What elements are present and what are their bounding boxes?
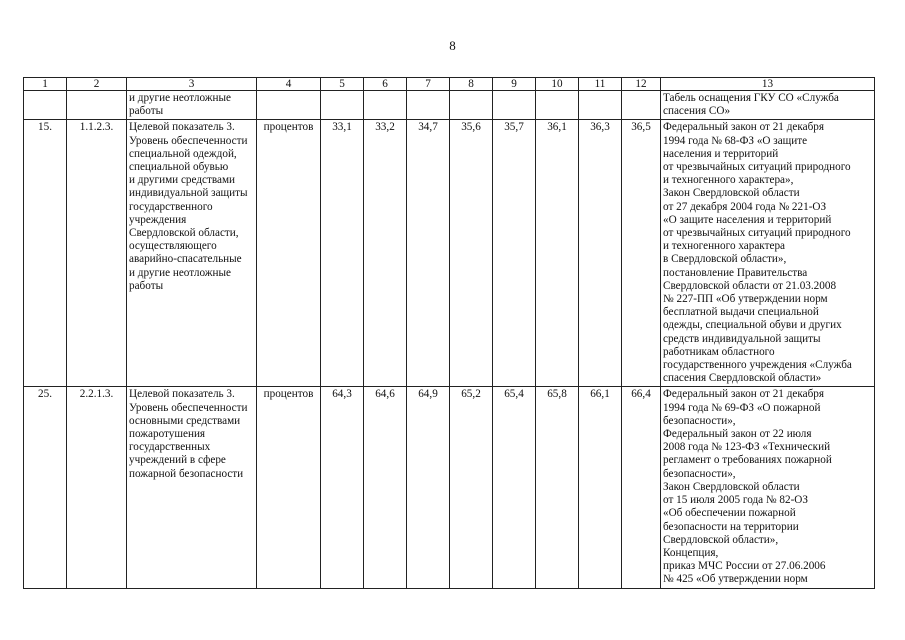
value-cell [364, 91, 407, 120]
table-row [24, 91, 875, 120]
legal-basis: Федеральный закон от 21 декабря 1994 года № 69-ФЗ «О пожарной безопасности», Федеральный закон от 22 июля 2008 года № 123-ФЗ «Технический регламент о требованиях пожарной безопасности», Закон Свердловской области от 15 июля 2005 года № 82-ОЗ «Об обеспечении пожарной безопасности на территории Свердловской области», Концепция, приказ МЧС России от 27.06.2006 № 425 «Об утверждении норм [661, 387, 875, 588]
page-number: 8 [449, 38, 456, 53]
value-cell: 66,1 [579, 387, 622, 588]
column-header: 13 [661, 78, 875, 91]
value-cell: 33,1 [321, 120, 364, 387]
value-cell: 35,6 [450, 120, 493, 387]
value-cell [407, 91, 450, 120]
row-number: 15. [24, 120, 67, 387]
value-cell: 66,4 [622, 387, 661, 588]
column-header: 11 [579, 78, 622, 91]
value-cell: 64,3 [321, 387, 364, 588]
value-cell: 36,3 [579, 120, 622, 387]
column-header: 2 [67, 78, 127, 91]
value-cell [493, 91, 536, 120]
column-header: 7 [407, 78, 450, 91]
column-header: 9 [493, 78, 536, 91]
value-cell: 35,7 [493, 120, 536, 387]
table-row [24, 387, 875, 588]
value-cell: 65,8 [536, 387, 579, 588]
column-header: 1 [24, 78, 67, 91]
indicator-name: Целевой показатель 3. Уровень обеспеченности специальной одеждой, специальной обувью и другими средствами индивидуальной защиты государственного учреждения Свердловской области, осуществляющего аварийно-спасательные и другие неотложные работы [127, 120, 257, 387]
value-cell [450, 91, 493, 120]
value-cell: 64,6 [364, 387, 407, 588]
value-cell: 36,5 [622, 120, 661, 387]
indicator-name: и другие неотложные работы [127, 91, 257, 120]
column-header: 5 [321, 78, 364, 91]
value-cell: 64,9 [407, 387, 450, 588]
value-cell [579, 91, 622, 120]
column-header: 8 [450, 78, 493, 91]
unit: процентов [257, 387, 321, 588]
row-number [24, 91, 67, 120]
row-code: 2.2.1.3. [67, 387, 127, 588]
row-code: 1.1.2.3. [67, 120, 127, 387]
row-code [67, 91, 127, 120]
table-row [24, 120, 875, 387]
column-header: 6 [364, 78, 407, 91]
value-cell: 65,2 [450, 387, 493, 588]
column-header: 12 [622, 78, 661, 91]
value-cell: 34,7 [407, 120, 450, 387]
value-cell: 33,2 [364, 120, 407, 387]
column-header: 4 [257, 78, 321, 91]
column-header: 10 [536, 78, 579, 91]
unit: процентов [257, 120, 321, 387]
row-number: 25. [24, 387, 67, 588]
table-header-row [24, 78, 875, 91]
indicator-name: Целевой показатель 3. Уровень обеспеченности основными средствами пожаротушения государственных учреждений в сфере пожарной безопасности [127, 387, 257, 588]
value-cell [321, 91, 364, 120]
legal-basis: Табель оснащения ГКУ СО «Служба спасения СО» [661, 91, 875, 120]
column-header: 3 [127, 78, 257, 91]
indicators-table [23, 77, 875, 589]
value-cell: 65,4 [493, 387, 536, 588]
unit [257, 91, 321, 120]
value-cell [536, 91, 579, 120]
value-cell [622, 91, 661, 120]
value-cell: 36,1 [536, 120, 579, 387]
legal-basis: Федеральный закон от 21 декабря 1994 года № 68-ФЗ «О защите населения и территорий от чрезвычайных ситуаций природного и техногенного характера», Закон Свердловской области от 27 декабря 2004 года № 221-ОЗ «О защите населения и территорий от чрезвычайных ситуаций природного и техногенного характера в Свердловской области», постановление Правительства Свердловской области от 21.03.2008 № 227-ПП «Об утверждении норм бесплатной выдачи специальной одежды, специальной обуви и других средств индивидуальной защиты работникам областного государственного учреждения «Служба спасения Свердловской области» [661, 120, 875, 387]
